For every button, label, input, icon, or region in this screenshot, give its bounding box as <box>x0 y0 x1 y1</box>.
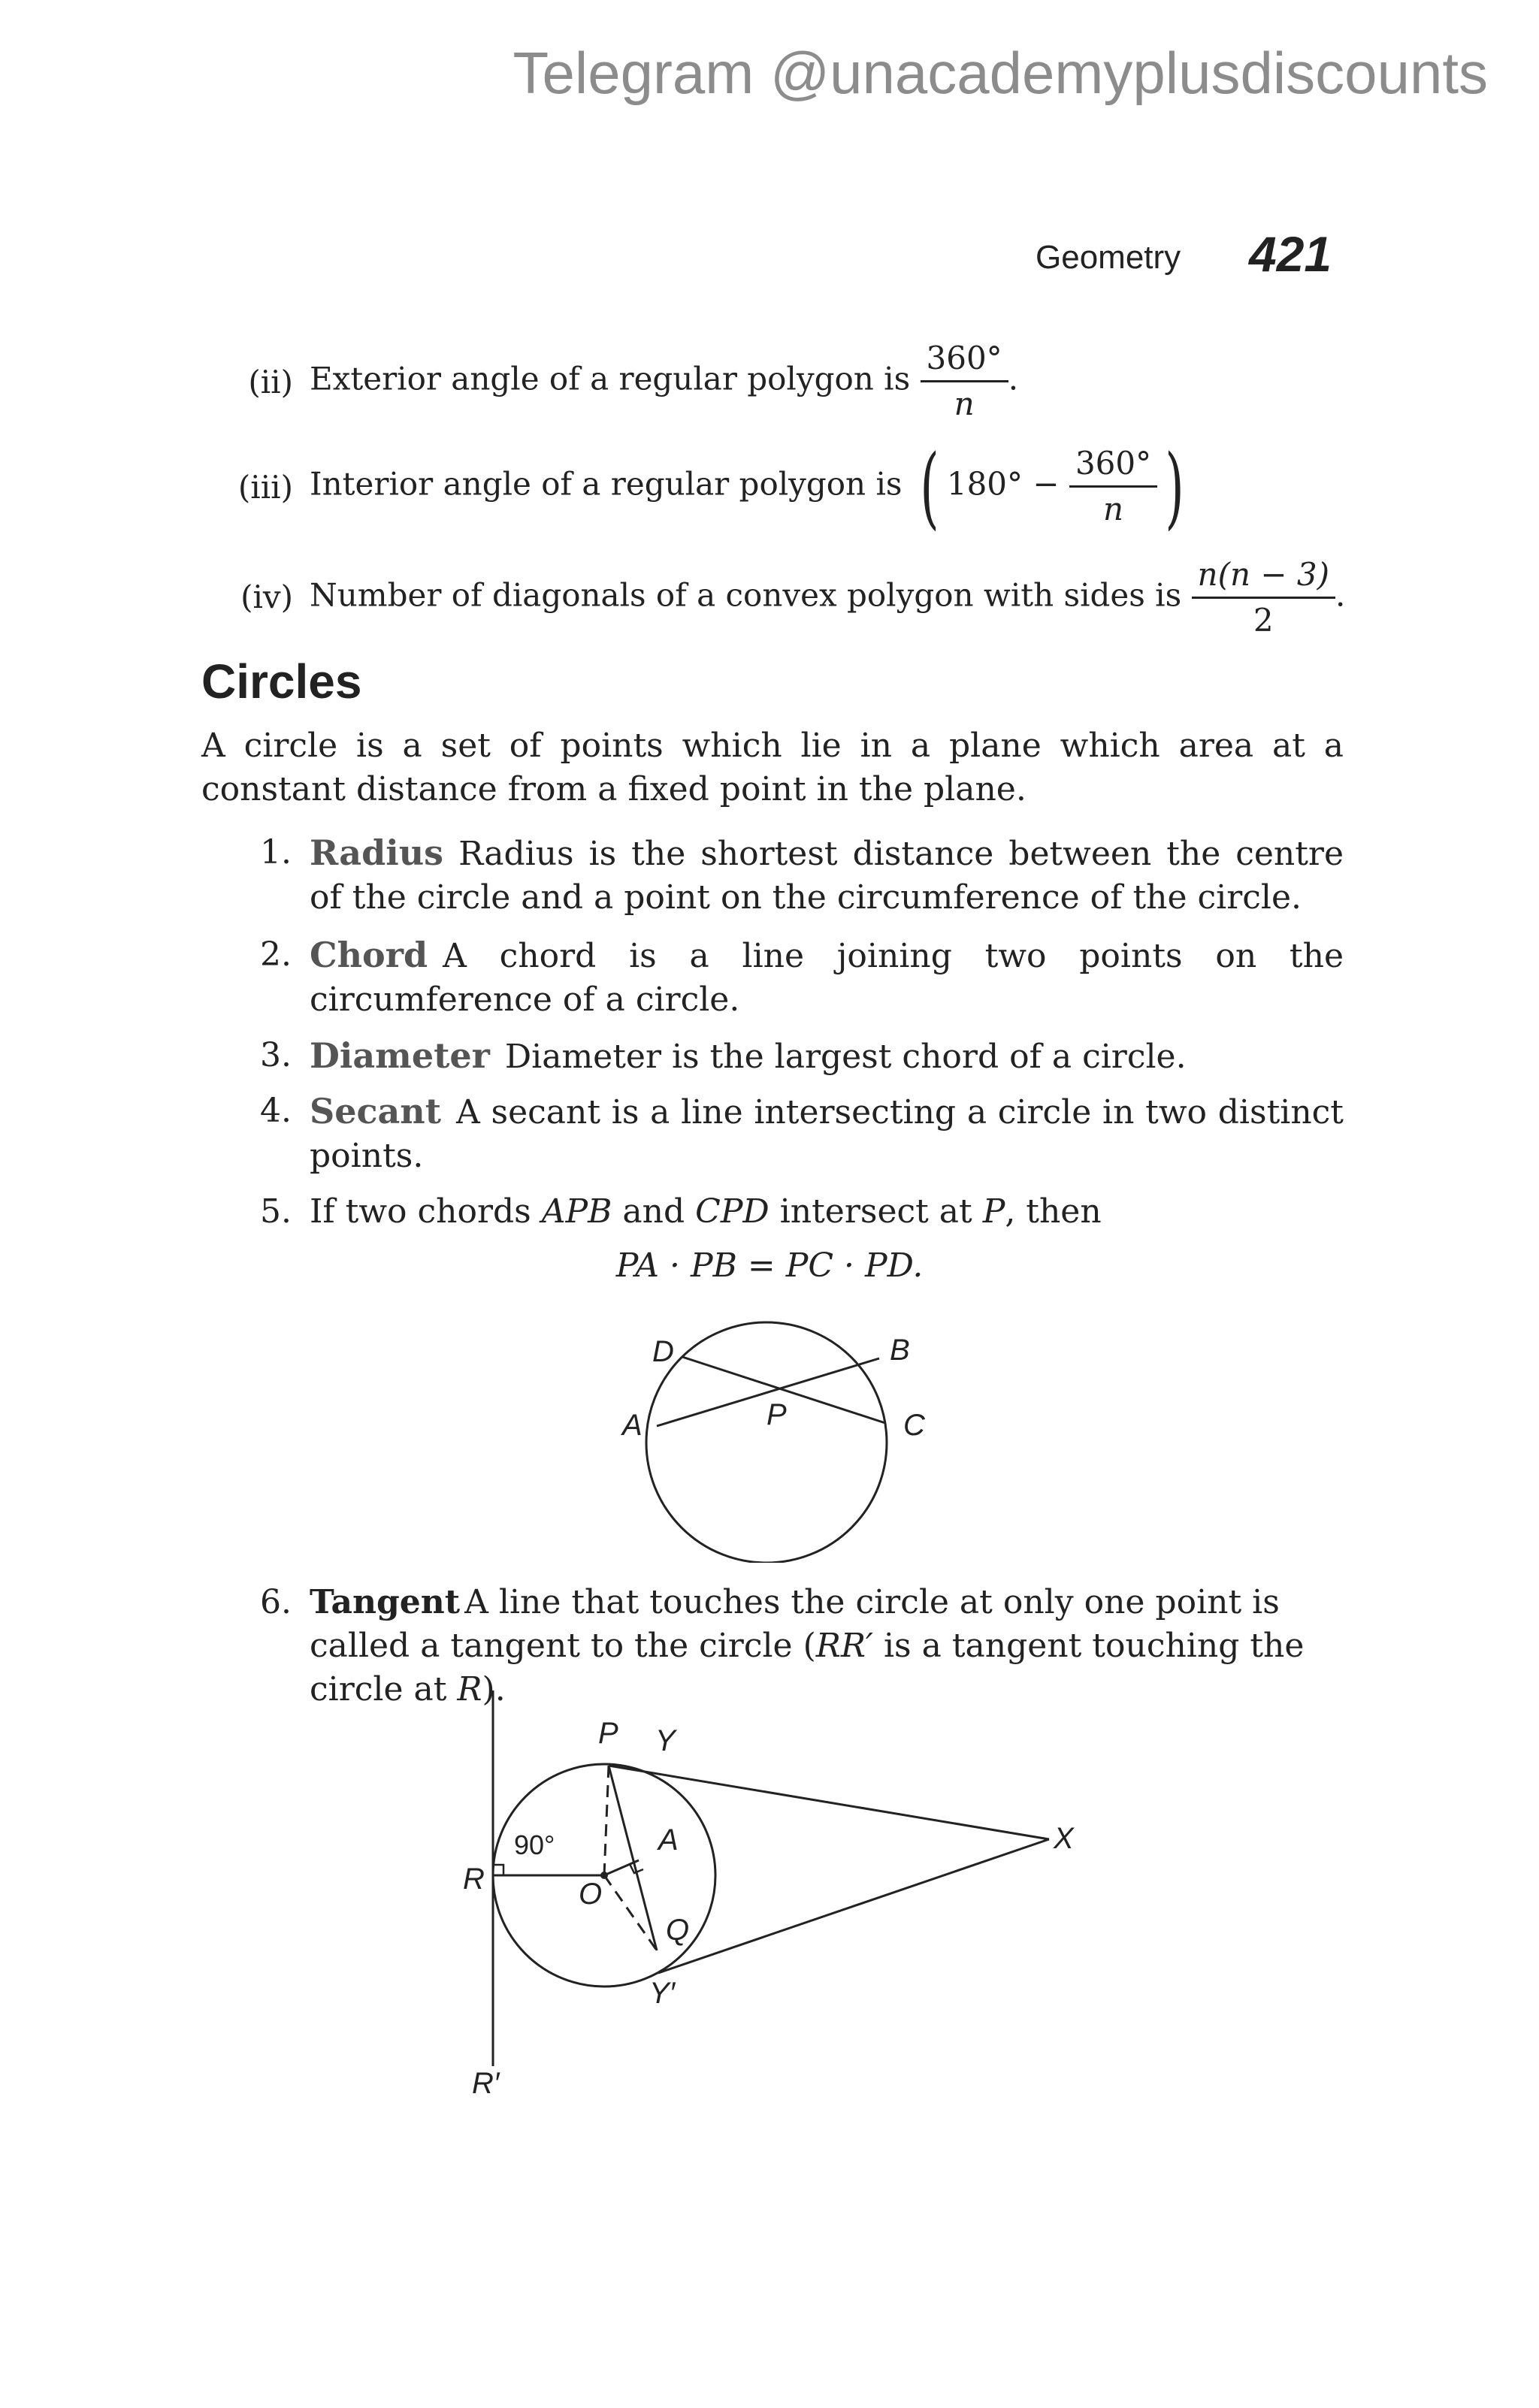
item-chord <box>310 933 1344 1022</box>
label-d: D <box>652 1335 674 1368</box>
fact-iv-period: . <box>1335 576 1346 614</box>
page-number: 421 <box>1249 226 1332 282</box>
label-y-prime: Y′ <box>649 1977 676 2010</box>
label-r: R <box>463 1863 485 1896</box>
tangent-qx <box>658 1839 1049 1973</box>
intersecting-chords-figure <box>586 1300 932 1563</box>
intro-paragraph: A circle is a set of points which lie in a plane which area at a constant distance from a fixed point in the plane. <box>201 727 1344 808</box>
fraction-numerator: 360° <box>1069 442 1157 488</box>
fact-iv-text: Number of diagonals of a convex polygon with sides is <box>310 576 1182 614</box>
tangent-figure <box>451 1690 1097 2111</box>
text-fragment: A line that touches the circle at only one point is called a tangent to the circle ( <box>310 1583 1280 1665</box>
fraction-denominator: n <box>1102 491 1124 527</box>
fraction-numerator: n(n − 3) <box>1192 553 1336 599</box>
item-number-1: 1. <box>260 833 292 872</box>
text-fragment: , then <box>1005 1192 1102 1231</box>
fact-ii <box>310 337 1018 426</box>
fact-ii-period: . <box>1008 360 1019 397</box>
item-number-2: 2. <box>260 935 292 974</box>
term-chord: Chord <box>310 935 428 975</box>
fact-iii-text: Interior angle of a regular polygon is <box>310 465 903 503</box>
chord-apb: APB <box>541 1192 612 1231</box>
right-parenthesis: ) <box>1165 434 1184 539</box>
fact-iii <box>310 434 1192 539</box>
fact-ii-text: Exterior angle of a regular polygon is <box>310 360 911 397</box>
text-fragment: is a tangent touching the circle at <box>310 1627 1305 1709</box>
label-y: Y <box>655 1724 676 1757</box>
fact-iii-fraction <box>1069 442 1157 531</box>
fact-label-iv: (iv) <box>240 579 293 615</box>
left-parenthesis: ( <box>920 434 939 539</box>
item-radius-text: Radius is the shortest distance between the centre of the circle and a point on the circumference of the circle. <box>310 835 1344 917</box>
fact-iii-lead: 180° − <box>946 465 1060 503</box>
item-number-3: 3. <box>260 1036 292 1074</box>
term-secant: Secant <box>310 1091 441 1131</box>
fraction-denominator: n <box>954 385 975 422</box>
chord-product-formula: PA · PB = PC · PD. <box>615 1246 924 1285</box>
item-chord-text: A chord is a line joining two points on the circumference of a circle. <box>310 937 1344 1019</box>
term-diameter: Diameter <box>310 1035 490 1076</box>
label-angle: 90° <box>514 1829 555 1860</box>
chord-cpd: CPD <box>695 1192 770 1231</box>
text-fragment: ). <box>482 1670 506 1709</box>
item-number-4: 4. <box>260 1092 292 1130</box>
radius-op-dashed <box>604 1766 609 1875</box>
text-fragment: If two chords <box>310 1192 542 1231</box>
fact-label-ii: (ii) <box>248 364 293 400</box>
chord-pq <box>609 1766 657 1950</box>
label-q: Q <box>666 1914 690 1947</box>
watermark: Telegram @unacademyplusdiscounts <box>512 40 1488 106</box>
point-p: P <box>982 1192 1005 1231</box>
label-c: C <box>903 1409 925 1442</box>
fact-ii-fraction <box>921 337 1008 426</box>
fact-label-iii: (iii) <box>237 469 293 506</box>
label-o: O <box>579 1878 603 1911</box>
fraction-denominator: 2 <box>1253 602 1274 639</box>
text-fragment: and <box>612 1192 696 1231</box>
item-secant <box>310 1089 1344 1178</box>
point-r: R <box>457 1670 482 1709</box>
label-p: P <box>598 1717 618 1750</box>
running-title: Geometry <box>1036 239 1181 276</box>
fraction-numerator: 360° <box>921 337 1008 382</box>
item-diameter-text: Diameter is the largest chord of a circle. <box>504 1038 1187 1076</box>
text-fragment: intersect at <box>769 1192 983 1231</box>
label-r-prime: R′ <box>472 2067 500 2100</box>
item-diameter <box>310 1034 1344 1079</box>
item-intersecting-chords <box>310 1190 1344 1234</box>
circle-outline <box>646 1322 887 1563</box>
fact-iv <box>310 553 1345 642</box>
label-a: A <box>622 1409 643 1442</box>
item-number-5: 5. <box>260 1192 292 1231</box>
label-a: A <box>658 1823 679 1857</box>
item-radius <box>310 831 1344 920</box>
section-title: Circles <box>201 654 362 709</box>
fact-iv-fraction <box>1192 553 1336 642</box>
radius-oq-dashed <box>604 1875 657 1950</box>
tangent-rr: RR′ <box>815 1627 873 1665</box>
item-secant-text: A secant is a line intersecting a circle in two distinct points. <box>310 1093 1344 1175</box>
term-radius: Radius <box>310 832 444 873</box>
right-angle-mark-r <box>493 1865 503 1875</box>
label-p: P <box>766 1398 787 1431</box>
label-b: B <box>890 1334 910 1367</box>
item-number-6: 6. <box>260 1583 292 1621</box>
label-x: X <box>1054 1822 1074 1855</box>
term-tangent: Tangent <box>310 1583 461 1621</box>
